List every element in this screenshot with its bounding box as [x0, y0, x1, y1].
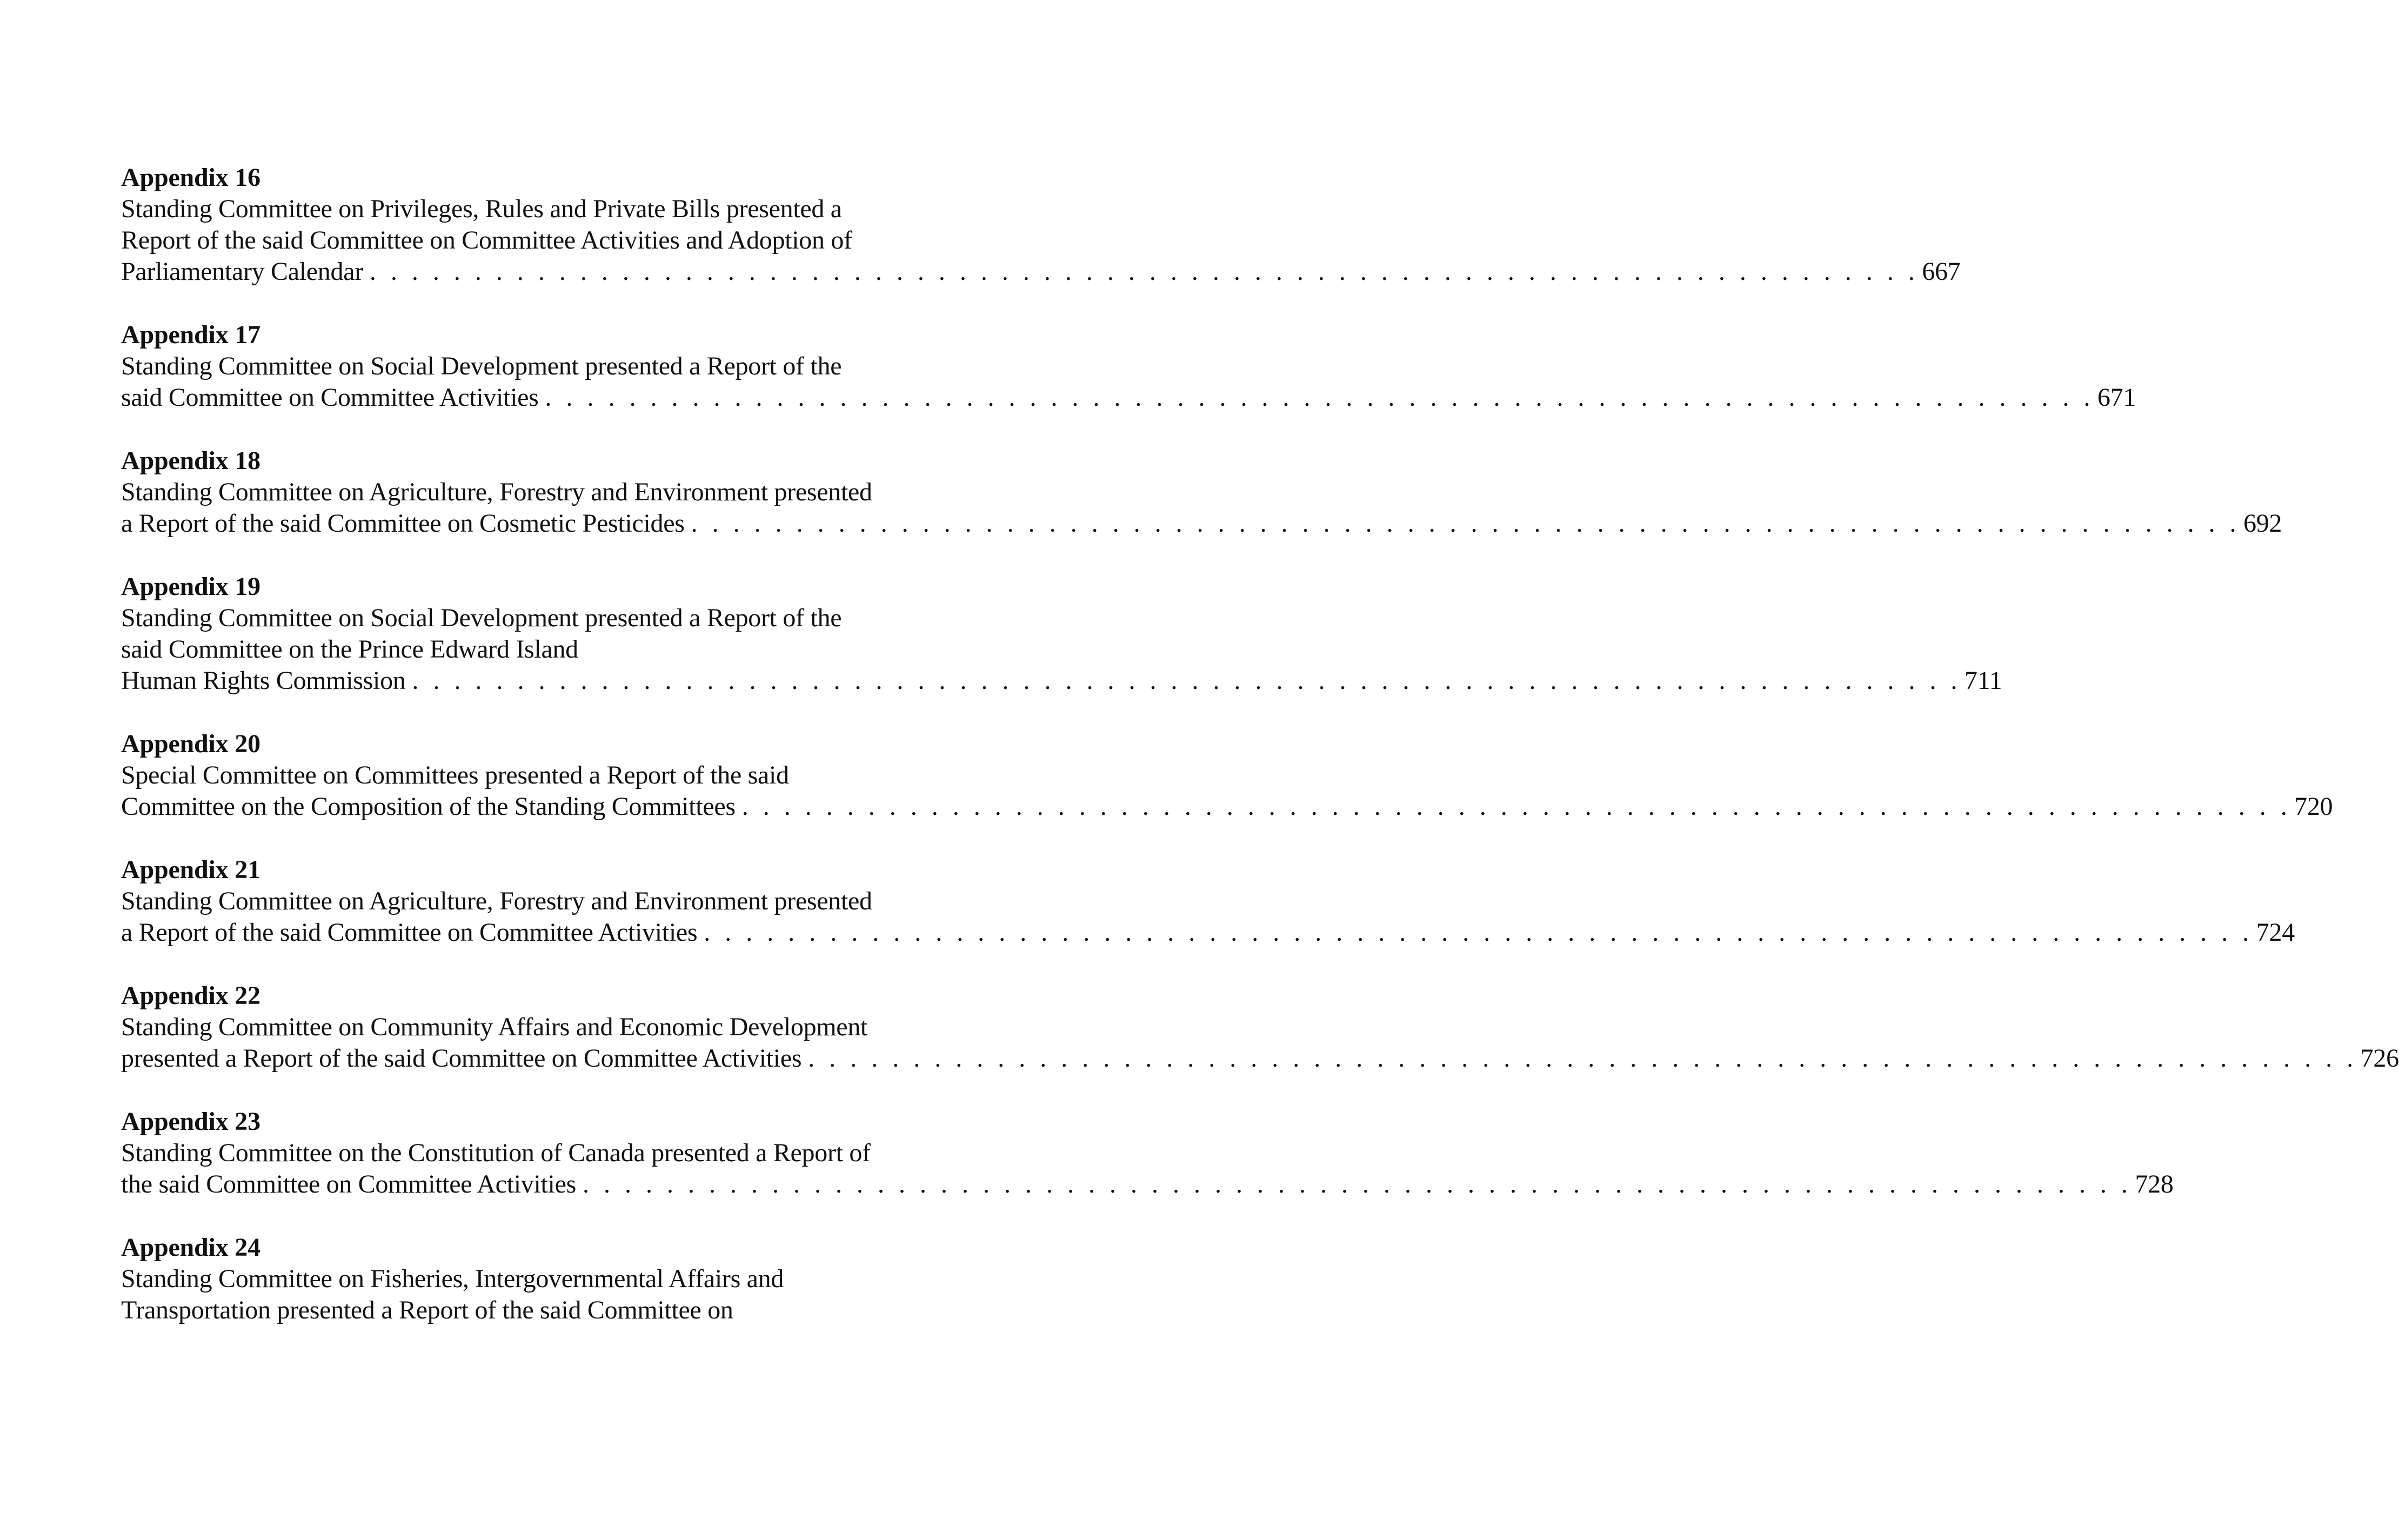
appendix-entry [121, 319, 2136, 413]
page-number: 667 [1922, 257, 1961, 286]
appendix-title: Appendix 20 [121, 729, 260, 758]
appendix-leader-line [121, 791, 2333, 822]
appendix-title: Appendix 22 [121, 981, 260, 1010]
appendix-leader-line [121, 1043, 2399, 1074]
dot-leader: . . . . . . . . . . . . . . . . . . . . . . . . . . . . . . . . . . . . . . . . . . . . . . . . . . . . . . . . . . . . . . . . . . . . . . . . . . [545, 383, 2095, 412]
appendix-entry [121, 728, 2333, 822]
appendix-title: Appendix 23 [121, 1107, 260, 1136]
appendix-list [121, 162, 2399, 1358]
appendix-leader-line [121, 665, 2002, 697]
appendix-entry [121, 571, 2002, 697]
page-number: 671 [2097, 383, 2136, 412]
appendix-entry [121, 1106, 2174, 1200]
appendix-description-line: Standing Committee on Agriculture, Forestry and Environment presented [121, 887, 872, 915]
dot-leader: . . . . . . . . . . . . . . . . . . . . . . . . . . . . . . . . . . . . . . . . . . . . . . . . . . . . . . . . . . . . . . . . . . . . . . . . . . [582, 1170, 2132, 1198]
page-number: 692 [2243, 509, 2282, 538]
appendix-entry [121, 1232, 937, 1326]
appendix-title: Appendix 24 [121, 1233, 260, 1262]
appendix-description-line: Parliamentary Calendar [121, 257, 363, 286]
appendix-description-line: the said Committee on Committee Activities [121, 1170, 576, 1198]
dot-leader: . . . . . . . . . . . . . . . . . . . . . . . . . . . . . . . . . . . . . . . . . . . . . . . . . . . . . . . . . . . . . . . . . . . . . . . . . . [691, 509, 2241, 538]
appendix-entry [121, 445, 2282, 539]
appendix-description-line: Standing Committee on the Constitution of Canada presented a Report of [121, 1139, 871, 1167]
appendix-description-line: a Report of the said Committee on Cosmetic Pesticides [121, 509, 685, 538]
appendix-description-line: Standing Committee on Privileges, Rules and Private Bills presented a [121, 195, 842, 223]
appendix-title: Appendix 17 [121, 320, 260, 349]
appendix-title: Appendix 18 [121, 446, 260, 475]
appendix-description-line: Standing Committee on Social Development presented a Report of the [121, 352, 842, 380]
appendix-entry [121, 980, 2399, 1074]
appendix-title: Appendix 21 [121, 855, 260, 884]
appendix-title: Appendix 19 [121, 572, 260, 601]
appendix-description-line: Standing Committee on Community Affairs and Economic Development [121, 1013, 868, 1041]
appendix-leader-line [121, 382, 2136, 413]
appendix-leader-line [121, 917, 2295, 948]
page-number: 728 [2135, 1170, 2174, 1198]
page-number: 726 [2360, 1044, 2399, 1073]
page-number: 724 [2256, 918, 2295, 947]
appendix-leader-line [121, 508, 2282, 539]
appendix-leader-line [121, 1169, 2174, 1200]
appendix-description-line: Report of the said Committee on Committee Activities and Adoption of [121, 226, 852, 255]
appendix-description-line: said Committee on Committee Activities [121, 383, 539, 412]
appendix-description-line: Transportation presented a Report of the said Committee on [121, 1296, 733, 1324]
appendix-leader-line [121, 256, 1961, 287]
appendix-description-line: said Committee on the Prince Edward Island [121, 635, 578, 664]
appendix-description-line: Committee on the Composition of the Standing Committees [121, 792, 736, 821]
appendix-description-line: Human Rights Commission [121, 666, 406, 695]
dot-leader: . . . . . . . . . . . . . . . . . . . . . . . . . . . . . . . . . . . . . . . . . . . . . . . . . . . . . . . . . . . . . . . . . . . . . . . . . . [412, 666, 1961, 695]
appendix-description-line: Standing Committee on Social Development presented a Report of the [121, 604, 842, 632]
dot-leader: . . . . . . . . . . . . . . . . . . . . . . . . . . . . . . . . . . . . . . . . . . . . . . . . . . . . . . . . . . . . . . . . . . . . . . . . . . [741, 792, 2291, 821]
dot-leader: . . . . . . . . . . . . . . . . . . . . . . . . . . . . . . . . . . . . . . . . . . . . . . . . . . . . . . . . . . . . . . . . . . . . . . . . . . [369, 257, 1919, 286]
appendix-entry [121, 854, 2295, 948]
appendix-description-line: Standing Committee on Fisheries, Intergovernmental Affairs and [121, 1264, 784, 1293]
appendix-description-line: presented a Report of the said Committee on Committee Activities [121, 1044, 802, 1073]
page-number: 720 [2294, 792, 2333, 821]
page-number: 711 [1964, 666, 2002, 695]
dot-leader: . . . . . . . . . . . . . . . . . . . . . . . . . . . . . . . . . . . . . . . . . . . . . . . . . . . . . . . . . . . . . . . . . . . . . . . . . . [704, 918, 2253, 947]
appendix-description-line: a Report of the said Committee on Committee Activities [121, 918, 698, 947]
appendix-title: Appendix 16 [121, 163, 260, 192]
dot-leader: . . . . . . . . . . . . . . . . . . . . . . . . . . . . . . . . . . . . . . . . . . . . . . . . . . . . . . . . . . . . . . . . . . . . . . . . . . [808, 1044, 2357, 1073]
appendix-description-line: Special Committee on Committees presented a Report of the said [121, 761, 789, 789]
appendix-entry [121, 162, 1961, 287]
appendix-description-line: Standing Committee on Agriculture, Forestry and Environment presented [121, 478, 872, 506]
